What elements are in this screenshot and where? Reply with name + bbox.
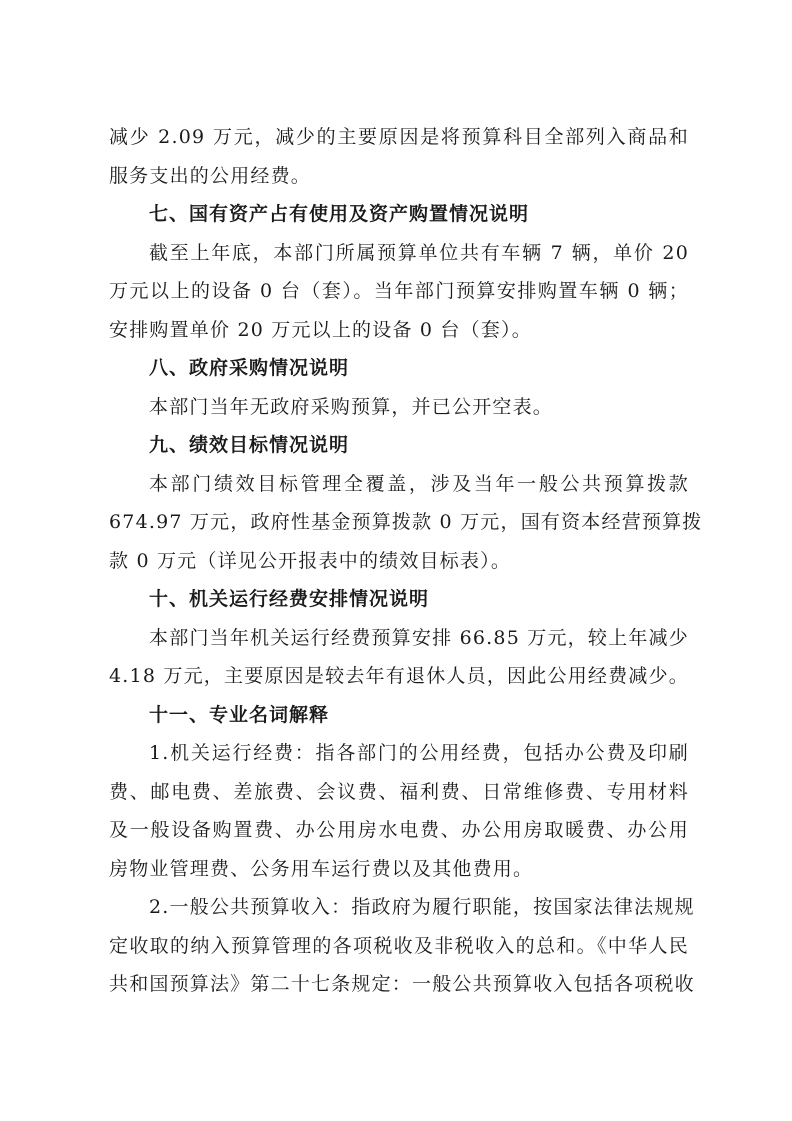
paragraph-line: 2.一般公共预算收入：指政府为履行职能，按国家法律法规规 — [149, 896, 695, 918]
section-heading: 十、机关运行经费安排情况说明 — [149, 588, 430, 610]
paragraph-line: 本部门当年无政府采购预算，并已公开空表。 — [149, 395, 554, 418]
paragraph-line: 减少 2.09 万元，减少的主要原因是将预算科目全部列入商品和 — [109, 126, 689, 148]
section-heading: 十一、专业名词解释 — [149, 703, 330, 726]
paragraph-line: 房物业管理费、公务用车运行费以及其他费用。 — [109, 857, 534, 880]
paragraph-line: 共和国预算法》第二十七条规定：一般公共预算收入包括各项税收 — [109, 973, 695, 995]
paragraph-line: 4.18 万元，主要原因是较去年有退休人员，因此公用经费减少。 — [109, 665, 689, 687]
section-heading: 八、政府采购情况说明 — [149, 357, 350, 379]
paragraph-line: 674.97 万元，政府性基金预算拨款 0 万元，国有资本经营预算拨 — [109, 511, 703, 533]
paragraph-line: 万元以上的设备 0 台（套）。当年部门预算安排购置车辆 0 辆； — [109, 280, 689, 302]
paragraph-line: 费、邮电费、差旅费、会议费、福利费、日常维修费、专用材料 — [109, 780, 689, 803]
paragraph-line: 本部门绩效目标管理全覆盖，涉及当年一般公共预算拨款 — [149, 472, 689, 495]
paragraph-line: 截至上年底，本部门所属预算单位共有车辆 7 辆，单价 20 — [149, 241, 689, 264]
paragraph-line: 款 0 万元（详见公开报表中的绩效目标表）。 — [109, 549, 512, 572]
paragraph-line: 1.机关运行经费：指各部门的公用经费，包括办公费及印刷 — [149, 742, 689, 764]
document-body — [109, 118, 703, 1004]
paragraph-line: 服务支出的公用经费。 — [109, 164, 312, 187]
section-heading: 九、绩效目标情况说明 — [149, 434, 350, 456]
paragraph-line: 及一般设备购置费、办公用房水电费、办公用房取暖费、办公用 — [109, 819, 689, 841]
paragraph-line: 本部门当年机关运行经费预算安排 66.85 万元，较上年减少 — [149, 626, 689, 649]
paragraph-line: 定收取的纳入预算管理的各项税收及非税收入的总和。《中华人民 — [109, 934, 689, 957]
paragraph-line: 安排购置单价 20 万元以上的设备 0 台（套）。 — [109, 318, 532, 341]
section-heading: 七、国有资产占有使用及资产购置情况说明 — [149, 203, 530, 225]
